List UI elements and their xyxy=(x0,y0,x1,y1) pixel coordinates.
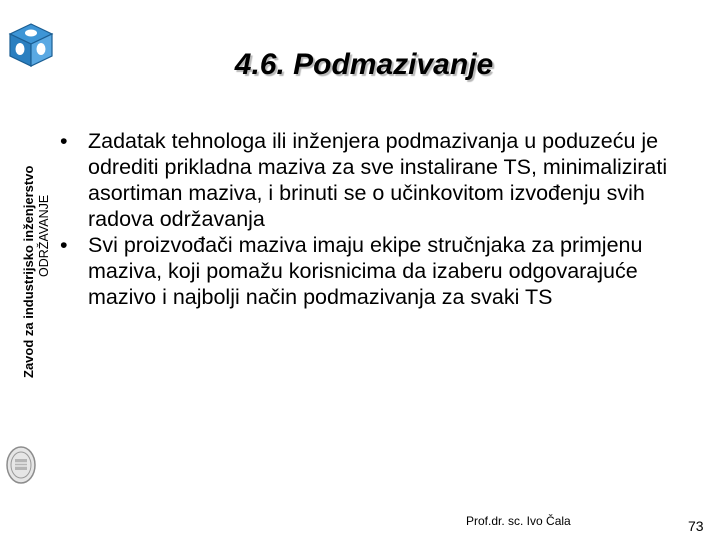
sidebar-subject: ODRŽAVANJE xyxy=(37,194,51,277)
bullet-list xyxy=(60,128,685,310)
sidebar-institute: Zavod za industrijsko inženjerstvo xyxy=(21,165,36,378)
university-seal-icon xyxy=(5,445,37,485)
page-title: 4.6. Podmazivanje xyxy=(234,48,494,81)
page-number: 73 xyxy=(688,518,704,534)
footer-author: Prof.dr. sc. Ivo Čala xyxy=(466,514,571,528)
bullet-item: • Zadatak tehnologa ili inženjera podmazivanja u poduzeću je odrediti prikladna maziva za sve instalirane TS, minimalizirati asortiman maziva, i brinuti se o učinkovitom izvođenju svih radova održavanja xyxy=(60,128,685,232)
bullet-item: • Svi proizvođači maziva imaju ekipe stručnjaka za primjenu maziva, koji pomažu korisnicima da izaberu odgovarajuće mazivo i najbolji način podmazivanja za svaki TS xyxy=(60,232,685,310)
